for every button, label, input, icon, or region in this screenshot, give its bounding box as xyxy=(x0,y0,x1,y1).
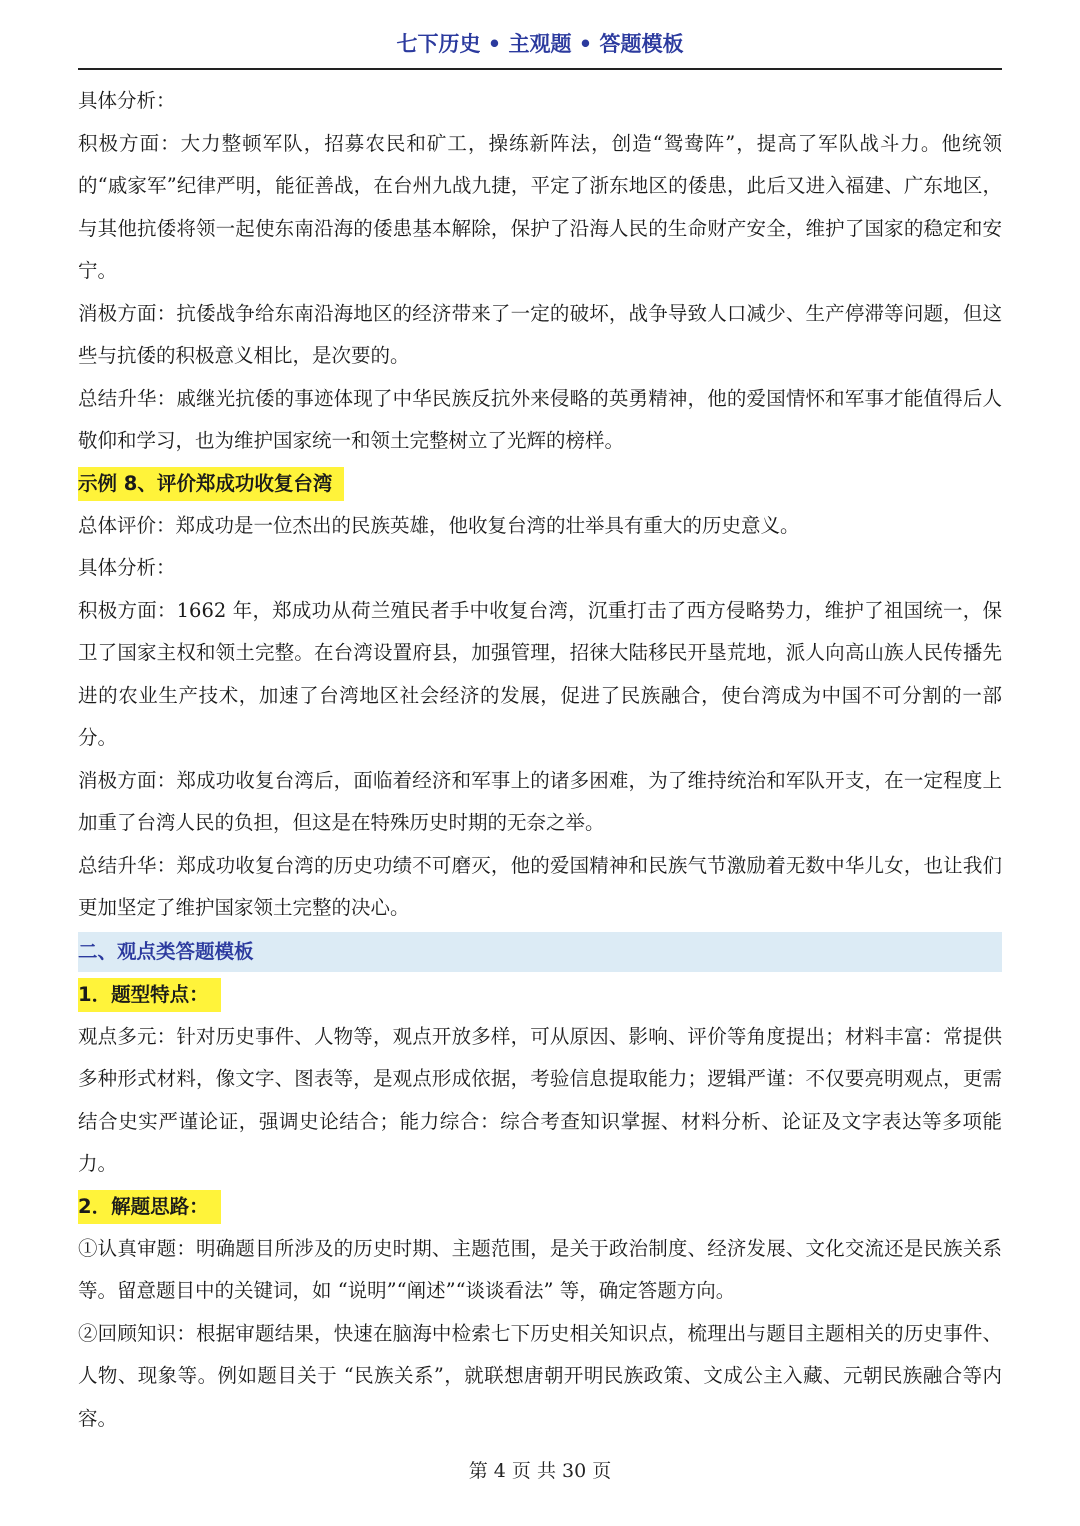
document-body xyxy=(78,80,1002,1440)
paragraph: 消极方面：抗倭战争给东南沿海地区的经济带来了一定的破坏，战争导致人口减少、生产停滞等问题，但这些与抗倭的积极意义相比，是次要的。 xyxy=(78,301,1002,367)
paragraph: 具体分析： xyxy=(78,89,176,112)
paragraph: 总结升华：戚继光抗倭的事迹体现了中华民族反抗外来侵略的英勇精神，他的爱国情怀和军事才能值得后人敬仰和学习，也为维护国家统一和领土完整树立了光辉的榜样。 xyxy=(78,386,1002,452)
paragraph: 积极方面：大力整顿军队，招募农民和矿工，操练新阵法，创造“鸳鸯阵”，提高了军队战斗力。他统领的“戚家军”纪律严明，能征善战，在台州九战九捷，平定了浙东地区的倭患，此后又进入福建、广东地区，与其他抗倭将领一起使东南沿海的倭患基本解除，保护了沿海人民的生命财产安全，维护了国家的稳定和安宁。 xyxy=(78,131,1002,282)
paragraph: 消极方面：郑成功收复台湾后，面临着经济和军事上的诸多困难，为了维持统治和军队开支，在一定程度上加重了台湾人民的负担，但这是在特殊历史时期的无奈之举。 xyxy=(78,768,1002,834)
page-header xyxy=(78,28,1002,70)
section-heading: 二、观点类答题模板 xyxy=(78,932,1002,972)
page-number: 第 4 页 共 30 页 xyxy=(468,1460,612,1482)
header-title: 七下历史 • 主观题 • 答题模板 xyxy=(396,32,684,56)
highlighted-heading: 1．题型特点： xyxy=(78,978,221,1012)
paragraph: 具体分析： xyxy=(78,556,176,579)
page-footer xyxy=(0,1456,1080,1483)
paragraph: ②回顾知识：根据审题结果，快速在脑海中检索七下历史相关知识点，梳理出与题目主题相关的历史事件、人物、现象等。例如题目关于 “民族关系”，就联想唐朝开明民族政策、文成公主入藏、元朝民族融合等内容。 xyxy=(78,1321,1002,1430)
highlighted-heading: 示例 8、评价郑成功收复台湾 xyxy=(78,467,344,501)
paragraph: ①认真审题：明确题目所涉及的历史时期、主题范围，是关于政治制度、经济发展、文化交流还是民族关系等。留意题目中的关键词，如 “说明”“阐述”“谈谈看法” 等，确定答题方向。 xyxy=(78,1236,1002,1302)
highlighted-heading: 2．解题思路： xyxy=(78,1190,221,1224)
paragraph: 总体评价：郑成功是一位杰出的民族英雄，他收复台湾的壮举具有重大的历史意义。 xyxy=(78,513,800,537)
paragraph: 总结升华：郑成功收复台湾的历史功绩不可磨灭，他的爱国精神和民族气节激励着无数中华儿女，也让我们更加坚定了维护国家领土完整的决心。 xyxy=(78,853,1002,919)
paragraph: 积极方面：1662 年，郑成功从荷兰殖民者手中收复台湾，沉重打击了西方侵略势力，维护了祖国统一，保卫了国家主权和领土完整。在台湾设置府县，加强管理，招徕大陆移民开垦荒地，派人向高山族人民传播先进的农业生产技术，加速了台湾地区社会经济的发展，促进了民族融合，使台湾成为中国不可分割的一部分。 xyxy=(78,598,1002,749)
paragraph: 观点多元：针对历史事件、人物等，观点开放多样，可从原因、影响、评价等角度提出；材料丰富：常提供多种形式材料，像文字、图表等，是观点形成依据，考验信息提取能力；逻辑严谨：不仅要亮明观点，更需结合史实严谨论证，强调史论结合；能力综合：综合考查知识掌握、材料分析、论证及文字表达等多项能力。 xyxy=(78,1024,1002,1175)
